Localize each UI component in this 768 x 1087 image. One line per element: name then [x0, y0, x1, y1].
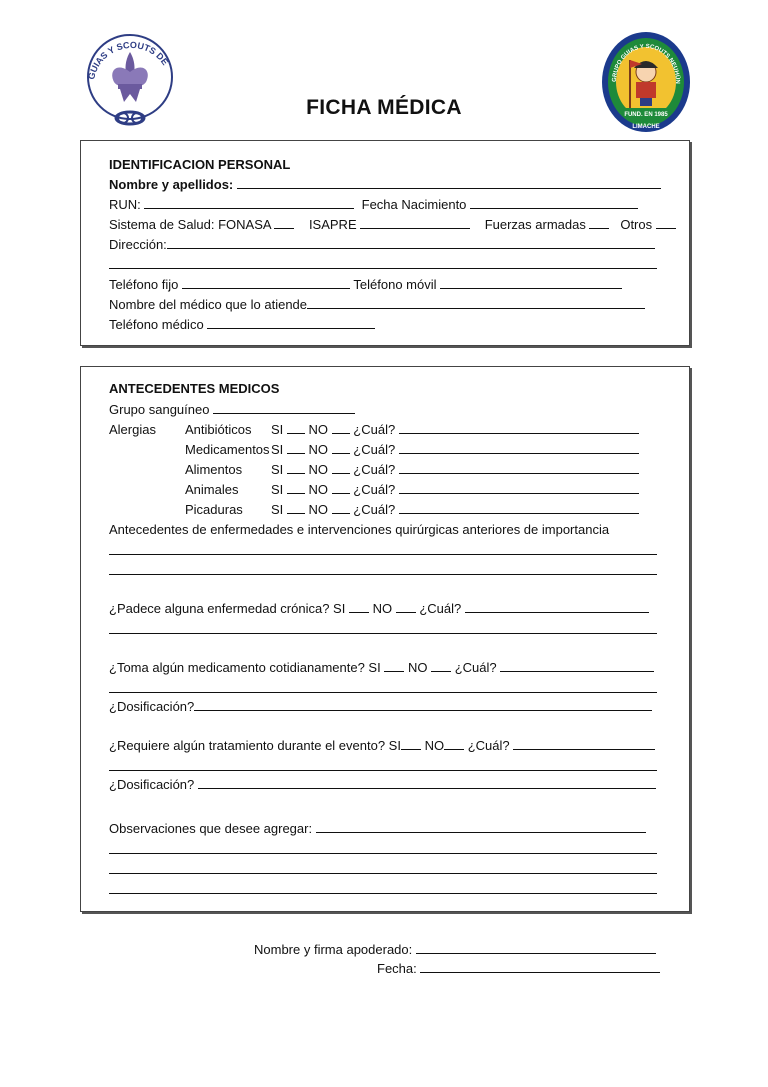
armed-forces-label: Fuerzas armadas: [484, 217, 586, 232]
cual-label: ¿Cuál?: [353, 462, 396, 477]
blood-type-input-line[interactable]: [213, 400, 355, 414]
cual-label: ¿Cuál?: [353, 502, 396, 517]
allergy-type: Alimentos: [185, 462, 243, 477]
run-input-line[interactable]: [144, 195, 354, 209]
address-input-line[interactable]: [167, 235, 655, 249]
treatment-no-input[interactable]: [444, 736, 464, 750]
allergy-type: Picaduras: [185, 502, 243, 517]
address-row: [109, 235, 655, 254]
si-label: SI: [271, 442, 284, 457]
cual-input[interactable]: [399, 440, 639, 454]
personal-identification-section: [80, 140, 690, 346]
date-label: Fecha:: [377, 961, 417, 976]
no-label: NO: [424, 738, 445, 753]
allergy-row: [185, 420, 639, 439]
personal-section-header: IDENTIFICACION PERSONAL: [109, 157, 291, 172]
run-label: RUN:: [109, 197, 141, 212]
fonasa-label: Sistema de Salud: FONASA: [109, 217, 271, 232]
dosage-label: ¿Dosificación?: [109, 699, 195, 714]
cual-label: ¿Cuál?: [353, 422, 396, 437]
guardian-signature-input[interactable]: [416, 940, 656, 954]
si-label: SI: [271, 462, 284, 477]
allergies-label: Alergias: [109, 422, 156, 437]
history-line-2[interactable]: [109, 574, 657, 575]
isapre-input-line[interactable]: [360, 215, 470, 229]
name-field-row: [109, 175, 661, 194]
no-input[interactable]: [332, 420, 350, 434]
observations-line-3[interactable]: [109, 893, 657, 894]
phone-row: [109, 275, 622, 294]
date-row: [377, 959, 660, 976]
chronic-disease-row: [109, 599, 649, 618]
others-label: Otros: [620, 217, 653, 232]
blood-type-label: Grupo sanguíneo: [109, 402, 210, 417]
no-input[interactable]: [332, 460, 350, 474]
address-label: Dirección:: [109, 237, 167, 252]
cual-label: ¿Cuál?: [353, 442, 396, 457]
doctor-input-line[interactable]: [307, 295, 645, 309]
cual-label: ¿Cuál?: [467, 738, 510, 753]
medication-dosage-row: [109, 697, 652, 716]
no-input[interactable]: [332, 480, 350, 494]
no-label: NO: [308, 462, 329, 477]
medical-history-section: [80, 366, 690, 912]
chronic-cual-input[interactable]: [465, 599, 649, 613]
medication-row: [109, 658, 654, 677]
observations-row: [109, 819, 646, 838]
guardian-signature-label: Nombre y firma apoderado:: [254, 942, 413, 957]
fonasa-input-line[interactable]: [274, 215, 294, 229]
right-logo-city: LIMACHE: [632, 124, 660, 130]
no-label: NO: [372, 601, 393, 616]
medication-no-input[interactable]: [431, 658, 451, 672]
right-logo-text: GRUPO GUIAS Y SCOUTS NEUHÜN: [611, 43, 681, 84]
no-label: NO: [308, 422, 329, 437]
medical-section-header: ANTECEDENTES MEDICOS: [109, 381, 280, 396]
guardian-signature-row: [254, 940, 656, 957]
health-system-row: [109, 215, 676, 234]
dosage-label: ¿Dosificación?: [109, 777, 195, 792]
si-input[interactable]: [287, 460, 305, 474]
chronic-si-input[interactable]: [349, 599, 369, 613]
observations-line-1[interactable]: [109, 853, 657, 854]
birth-date-label: Fecha Nacimiento: [361, 197, 467, 212]
chronic-line[interactable]: [109, 633, 657, 634]
mobile-input-line[interactable]: [440, 275, 622, 289]
cual-label: ¿Cuál?: [419, 601, 462, 616]
name-label: Nombre y apellidos:: [109, 177, 234, 192]
history-line-1[interactable]: [109, 554, 657, 555]
allergy-row: [185, 460, 639, 479]
cual-input[interactable]: [399, 460, 639, 474]
si-label: SI: [271, 482, 284, 497]
treatment-dosage-row: [109, 775, 656, 794]
chronic-question: ¿Padece alguna enfermedad crónica? SI: [109, 601, 346, 616]
treatment-cual-input[interactable]: [513, 736, 655, 750]
allergy-type: Animales: [185, 482, 239, 497]
allergy-row: [185, 500, 639, 519]
medication-dosage-input[interactable]: [194, 697, 652, 711]
armed-forces-input-line[interactable]: [589, 215, 609, 229]
cual-label: ¿Cuál?: [353, 482, 396, 497]
history-label: Antecedentes de enfermedades e intervenciones quirúrgicas anteriores de importancia: [109, 522, 610, 537]
cual-input[interactable]: [399, 500, 639, 514]
treatment-row: [109, 736, 655, 755]
blood-type-row: [109, 400, 355, 419]
chronic-no-input[interactable]: [396, 599, 416, 613]
observations-line-2[interactable]: [109, 873, 657, 874]
si-input[interactable]: [287, 480, 305, 494]
treatment-si-input[interactable]: [401, 736, 421, 750]
observations-label: Observaciones que desee agregar:: [109, 821, 313, 836]
birth-date-input-line[interactable]: [470, 195, 638, 209]
others-input-line[interactable]: [656, 215, 676, 229]
phone-input-line[interactable]: [182, 275, 350, 289]
medication-line[interactable]: [109, 692, 657, 693]
allergy-row: [185, 440, 639, 459]
name-input-line[interactable]: [237, 175, 661, 189]
doctor-label: Nombre del médico que lo atiende: [109, 297, 308, 312]
cual-input[interactable]: [399, 420, 639, 434]
doctor-phone-label: Teléfono médico: [109, 317, 204, 332]
allergy-type: Medicamentos: [185, 442, 270, 457]
no-input[interactable]: [332, 500, 350, 514]
right-logo-founded: FUND. EN 1985: [624, 112, 668, 118]
no-label: NO: [407, 660, 428, 675]
observations-input[interactable]: [316, 819, 646, 833]
allergy-row: [185, 480, 639, 499]
mobile-label: Teléfono móvil: [353, 277, 437, 292]
no-label: NO: [308, 502, 329, 517]
date-input[interactable]: [420, 959, 660, 973]
treatment-question: ¿Requiere algún tratamiento durante el evento? SI: [109, 738, 401, 753]
isapre-label: ISAPRE: [308, 217, 357, 232]
si-label: SI: [271, 502, 284, 517]
doctor-row: [109, 295, 645, 314]
medication-si-input[interactable]: [384, 658, 404, 672]
si-input[interactable]: [287, 440, 305, 454]
doctor-phone-input-line[interactable]: [207, 315, 375, 329]
address-continuation-line[interactable]: [109, 268, 657, 269]
no-label: NO: [308, 442, 329, 457]
si-label: SI: [271, 422, 284, 437]
treatment-dosage-input[interactable]: [198, 775, 656, 789]
cual-input[interactable]: [399, 480, 639, 494]
cual-label: ¿Cuál?: [454, 660, 497, 675]
medication-cual-input[interactable]: [500, 658, 654, 672]
no-input[interactable]: [332, 440, 350, 454]
run-birth-row: [109, 195, 638, 214]
si-input[interactable]: [287, 500, 305, 514]
phone-label: Teléfono fijo: [109, 277, 179, 292]
treatment-line[interactable]: [109, 770, 657, 771]
medication-question: ¿Toma algún medicamento cotidianamente? SI: [109, 660, 381, 675]
no-label: NO: [308, 482, 329, 497]
page-title: FICHA MÉDICA: [306, 96, 462, 119]
allergy-type: Antibióticos: [185, 422, 252, 437]
left-logo-text: GUIAS Y SCOUTS DE: [86, 39, 171, 81]
doctor-phone-row: [109, 315, 375, 334]
si-input[interactable]: [287, 420, 305, 434]
